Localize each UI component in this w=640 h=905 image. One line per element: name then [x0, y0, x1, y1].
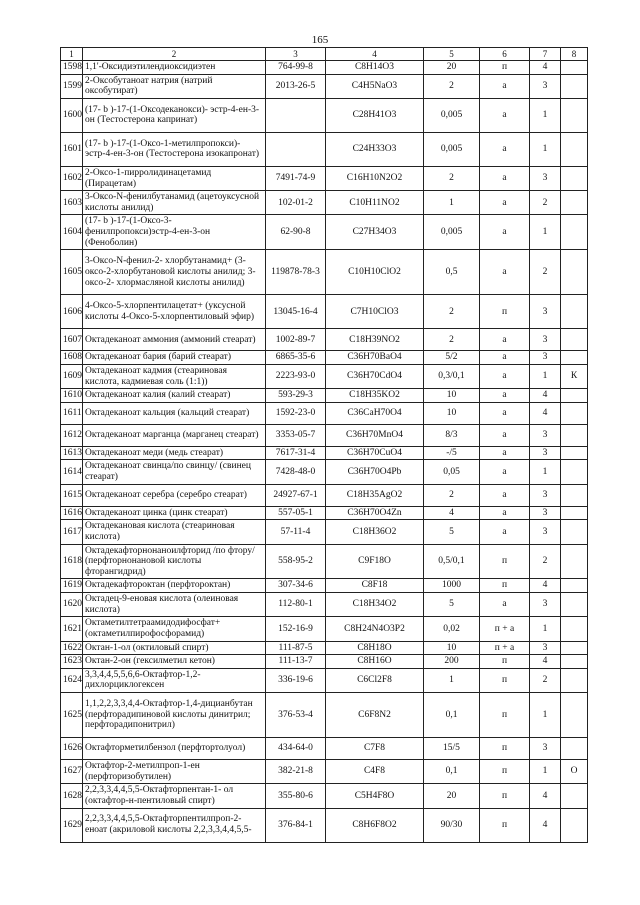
substance-name: Октадеканоат бария (барий стеарат): [83, 351, 266, 365]
aggregate-state: а: [480, 389, 530, 403]
substance-name: (17- b )-17-(1-Оксодеканокси)- эстр-4-ен-3-он (Тестостерона капринат): [83, 98, 266, 132]
hazard-class: 1: [530, 460, 561, 484]
chemical-formula: C10H11NO2: [326, 191, 424, 215]
column-header: 3: [266, 48, 326, 61]
table-row: [61, 166, 588, 190]
cas-number: [266, 132, 326, 166]
cas-number: 1592-23-0: [266, 402, 326, 424]
aggregate-state: а: [480, 215, 530, 250]
hazard-class: 4: [530, 808, 561, 842]
row-number: 1608: [61, 351, 83, 365]
table-row: [61, 641, 588, 655]
table-row: [61, 351, 588, 365]
hazard-class: 4: [530, 579, 561, 593]
aggregate-state: а: [480, 424, 530, 446]
hazard-class: 4: [530, 784, 561, 808]
cas-number: 764-99-8: [266, 61, 326, 75]
aggregate-state: п: [480, 808, 530, 842]
aggregate-state: п: [480, 668, 530, 692]
hazard-class: 4: [530, 61, 561, 75]
cas-number: [266, 98, 326, 132]
table-row: [61, 520, 588, 544]
hazard-class: 4: [530, 655, 561, 669]
limit-value: 0,3/0,1: [424, 364, 480, 388]
cas-number: 557-05-1: [266, 506, 326, 520]
hazard-class: 3: [530, 520, 561, 544]
table-row: [61, 250, 588, 295]
aggregate-state: а: [480, 460, 530, 484]
limit-value: 4: [424, 506, 480, 520]
table-row: [61, 295, 588, 329]
hazard-class: 1: [530, 98, 561, 132]
hazard-class: 3: [530, 484, 561, 506]
hazard-class: 2: [530, 668, 561, 692]
table-row: [61, 329, 588, 351]
limit-value: 2: [424, 295, 480, 329]
substance-name: 1,1,2,2,3,3,4,4-Октафтор-1,4-дицианбутан (перфторадипиновой кислоты динитрил; перфторадипонитрил): [83, 693, 266, 738]
special-note: [561, 593, 588, 617]
table-row: [61, 693, 588, 738]
aggregate-state: п: [480, 655, 530, 669]
table-row: [61, 617, 588, 641]
cas-number: 62-90-8: [266, 215, 326, 250]
row-number: 1601: [61, 132, 83, 166]
aggregate-state: а: [480, 593, 530, 617]
table-row: [61, 424, 588, 446]
cas-number: 24927-67-1: [266, 484, 326, 506]
special-note: [561, 166, 588, 190]
row-number: 1625: [61, 693, 83, 738]
cas-number: 382-21-8: [266, 760, 326, 784]
substance-name: (17- b )-17-(1-Оксо-3-фенилпропокси)эстр-4-ен-3-он (Феноболин): [83, 215, 266, 250]
column-header: 4: [326, 48, 424, 61]
substance-name: Октадекафтороктан (перфтороктан): [83, 579, 266, 593]
row-number: 1620: [61, 593, 83, 617]
chemical-formula: C9F18O: [326, 544, 424, 579]
substance-table: [60, 47, 588, 843]
chemical-formula: C36H70CuO4: [326, 446, 424, 460]
chemical-formula: C6F8N2: [326, 693, 424, 738]
aggregate-state: а: [480, 132, 530, 166]
aggregate-state: а: [480, 74, 530, 98]
substance-name: Октадеканоат калия (калий стеарат): [83, 389, 266, 403]
table-row: [61, 191, 588, 215]
row-number: 1623: [61, 655, 83, 669]
substance-name: Октадекафторнонаноилфторид /по фтору/ (перфторнонановой кислоты фторангидрид): [83, 544, 266, 579]
aggregate-state: п + а: [480, 617, 530, 641]
chemical-formula: C18H35AgO2: [326, 484, 424, 506]
row-number: 1603: [61, 191, 83, 215]
chemical-formula: C4H5NaO3: [326, 74, 424, 98]
chemical-formula: C8F18: [326, 579, 424, 593]
table-row: [61, 738, 588, 760]
aggregate-state: п: [480, 784, 530, 808]
limit-value: 10: [424, 402, 480, 424]
chemical-formula: C36H70MnO4: [326, 424, 424, 446]
row-number: 1602: [61, 166, 83, 190]
aggregate-state: п: [480, 295, 530, 329]
substance-name: 2-Оксо-1-пирролидинацетамид (Пирацетам): [83, 166, 266, 190]
substance-name: Октадеканоат цинка (цинк стеарат): [83, 506, 266, 520]
aggregate-state: п + а: [480, 641, 530, 655]
substance-name: Октадеканоат меди (медь стеарат): [83, 446, 266, 460]
table-row: [61, 808, 588, 842]
hazard-class: 3: [530, 329, 561, 351]
chemical-formula: C10H10ClO2: [326, 250, 424, 295]
column-header: 7: [530, 48, 561, 61]
aggregate-state: а: [480, 250, 530, 295]
limit-value: 20: [424, 784, 480, 808]
chemical-formula: C8H6F8O2: [326, 808, 424, 842]
row-number: 1605: [61, 250, 83, 295]
special-note: [561, 98, 588, 132]
special-note: [561, 520, 588, 544]
row-number: 1617: [61, 520, 83, 544]
special-note: [561, 351, 588, 365]
hazard-class: 1: [530, 760, 561, 784]
aggregate-state: а: [480, 446, 530, 460]
limit-value: 0,02: [424, 617, 480, 641]
cas-number: 119878-78-3: [266, 250, 326, 295]
limit-value: 15/5: [424, 738, 480, 760]
row-number: 1616: [61, 506, 83, 520]
special-note: [561, 424, 588, 446]
substance-name: Октадеканоат аммония (аммоний стеарат): [83, 329, 266, 351]
row-number: 1611: [61, 402, 83, 424]
cas-number: 376-84-1: [266, 808, 326, 842]
chemical-formula: C18H39NO2: [326, 329, 424, 351]
substance-name: 2,2,3,3,4,4,5,5-Октафторпентилпроп-2-еноат (акриловой кислоты 2,2,3,3,4,4,5,5-: [83, 808, 266, 842]
substance-name: Октадеканоат свинца/по свинцу/ (свинец стеарат): [83, 460, 266, 484]
limit-value: 1: [424, 668, 480, 692]
hazard-class: 3: [530, 166, 561, 190]
row-number: 1612: [61, 424, 83, 446]
chemical-formula: C36H70O4Pb: [326, 460, 424, 484]
limit-value: 5/2: [424, 351, 480, 365]
substance-name: 2,2,3,3,4,4,5,5-Октафторпентан-1- ол (октафтор-н-пентиловый спирт): [83, 784, 266, 808]
table-row: [61, 61, 588, 75]
hazard-class: 3: [530, 446, 561, 460]
table-row: [61, 364, 588, 388]
special-note: [561, 506, 588, 520]
hazard-class: 3: [530, 593, 561, 617]
hazard-class: 2: [530, 191, 561, 215]
aggregate-state: а: [480, 166, 530, 190]
limit-value: 1000: [424, 579, 480, 593]
special-note: [561, 132, 588, 166]
substance-name: Октадеканоат кадмия (стеариновая кислота, кадмиевая соль (1:1)): [83, 364, 266, 388]
chemical-formula: C36H70BaO4: [326, 351, 424, 365]
substance-name: Октадеканоат кальция (кальций стеарат): [83, 402, 266, 424]
limit-value: 20: [424, 61, 480, 75]
aggregate-state: а: [480, 329, 530, 351]
aggregate-state: а: [480, 402, 530, 424]
row-number: 1600: [61, 98, 83, 132]
substance-name: Октан-2-он (гексилметил кетон): [83, 655, 266, 669]
special-note: [561, 738, 588, 760]
cas-number: 7428-48-0: [266, 460, 326, 484]
special-note: [561, 668, 588, 692]
special-note: [561, 641, 588, 655]
chemical-formula: C5H4F8O: [326, 784, 424, 808]
cas-number: 102-01-2: [266, 191, 326, 215]
aggregate-state: а: [480, 364, 530, 388]
hazard-class: 4: [530, 402, 561, 424]
cas-number: 355-80-6: [266, 784, 326, 808]
aggregate-state: а: [480, 520, 530, 544]
hazard-class: 2: [530, 544, 561, 579]
column-header: 5: [424, 48, 480, 61]
table-row: [61, 593, 588, 617]
hazard-class: 3: [530, 506, 561, 520]
chemical-formula: C8H24N4O3P2: [326, 617, 424, 641]
aggregate-state: а: [480, 484, 530, 506]
hazard-class: 3: [530, 295, 561, 329]
cas-number: 111-13-7: [266, 655, 326, 669]
special-note: О: [561, 760, 588, 784]
hazard-class: 1: [530, 215, 561, 250]
limit-value: 8/3: [424, 424, 480, 446]
row-number: 1606: [61, 295, 83, 329]
table-row: [61, 389, 588, 403]
hazard-class: 2: [530, 250, 561, 295]
special-note: [561, 389, 588, 403]
cas-number: 2013-26-5: [266, 74, 326, 98]
table-row: [61, 446, 588, 460]
special-note: [561, 460, 588, 484]
chemical-formula: C7F8: [326, 738, 424, 760]
chemical-formula: C18H36O2: [326, 520, 424, 544]
limit-value: 5: [424, 593, 480, 617]
table-row: [61, 784, 588, 808]
substance-name: 2-Оксобутаноат натрия (натрий оксобутират): [83, 74, 266, 98]
row-number: 1607: [61, 329, 83, 351]
limit-value: 5: [424, 520, 480, 544]
limit-value: 0,005: [424, 215, 480, 250]
limit-value: 0,05: [424, 460, 480, 484]
cas-number: 593-29-3: [266, 389, 326, 403]
substance-name: Октафторметилбензол (перфтортолуол): [83, 738, 266, 760]
special-note: [561, 250, 588, 295]
hazard-class: 3: [530, 351, 561, 365]
row-number: 1622: [61, 641, 83, 655]
limit-value: -/5: [424, 446, 480, 460]
limit-value: 2: [424, 166, 480, 190]
page-number: 165: [311, 34, 329, 46]
chemical-formula: C18H35KO2: [326, 389, 424, 403]
limit-value: 0,1: [424, 693, 480, 738]
substance-name: Октадеканоат серебра (серебро стеарат): [83, 484, 266, 506]
limit-value: 10: [424, 389, 480, 403]
cas-number: 111-87-5: [266, 641, 326, 655]
table-row: [61, 655, 588, 669]
cas-number: 7491-74-9: [266, 166, 326, 190]
cas-number: 434-64-0: [266, 738, 326, 760]
limit-value: 0,1: [424, 760, 480, 784]
cas-number: 6865-35-6: [266, 351, 326, 365]
row-number: 1627: [61, 760, 83, 784]
limit-value: 10: [424, 641, 480, 655]
substance-name: Октадец-9-еновая кислота (олеиновая кислота): [83, 593, 266, 617]
chemical-formula: C36H70O4Zn: [326, 506, 424, 520]
column-header: 2: [83, 48, 266, 61]
substance-name: 1,1'-Оксидиэтилендиоксидиэтен: [83, 61, 266, 75]
hazard-class: 1: [530, 693, 561, 738]
substance-name: Октадеканоат марганца (марганец стеарат): [83, 424, 266, 446]
special-note: [561, 74, 588, 98]
special-note: [561, 61, 588, 75]
hazard-class: 1: [530, 132, 561, 166]
column-header-row: [61, 48, 588, 61]
limit-value: 0,5/0,1: [424, 544, 480, 579]
row-number: 1618: [61, 544, 83, 579]
cas-number: 376-53-4: [266, 693, 326, 738]
substance-name: (17- b )-17-(1-Оксо-1-метилпропокси)-эстр-4-ен-3-он (Тестостерона изокапронат): [83, 132, 266, 166]
aggregate-state: п: [480, 760, 530, 784]
row-number: 1599: [61, 74, 83, 98]
table-row: [61, 132, 588, 166]
cas-number: 307-34-6: [266, 579, 326, 593]
column-header: 8: [561, 48, 588, 61]
chemical-formula: C6Cl2F8: [326, 668, 424, 692]
hazard-class: 4: [530, 389, 561, 403]
chemical-formula: C8H16O: [326, 655, 424, 669]
row-number: 1626: [61, 738, 83, 760]
limit-value: 0,5: [424, 250, 480, 295]
row-number: 1628: [61, 784, 83, 808]
chemical-formula: C36H70CdO4: [326, 364, 424, 388]
table-row: [61, 98, 588, 132]
hazard-class: 3: [530, 74, 561, 98]
special-note: [561, 579, 588, 593]
limit-value: 1: [424, 191, 480, 215]
limit-value: 2: [424, 329, 480, 351]
chemical-formula: C16H10N2O2: [326, 166, 424, 190]
table-row: [61, 579, 588, 593]
cas-number: 2223-93-0: [266, 364, 326, 388]
chemical-formula: C4F8: [326, 760, 424, 784]
substance-name: Октан-1-ол (октиловый спирт): [83, 641, 266, 655]
chemical-formula: C27H34O3: [326, 215, 424, 250]
hazard-class: 1: [530, 617, 561, 641]
row-number: 1613: [61, 446, 83, 460]
table-row: [61, 484, 588, 506]
row-number: 1604: [61, 215, 83, 250]
special-note: [561, 784, 588, 808]
special-note: [561, 329, 588, 351]
special-note: [561, 295, 588, 329]
special-note: [561, 484, 588, 506]
column-header: 1: [61, 48, 83, 61]
chemical-formula: C18H34O2: [326, 593, 424, 617]
substance-name: Октадекановая кислота (стеариновая кислота): [83, 520, 266, 544]
substance-name: 3,3,4,4,5,5,6,6-Октафтор-1,2-дихлорциклогексен: [83, 668, 266, 692]
hazard-class: 3: [530, 424, 561, 446]
chemical-formula: C24H33O3: [326, 132, 424, 166]
table-row: [61, 544, 588, 579]
cas-number: 336-19-6: [266, 668, 326, 692]
cas-number: 13045-16-4: [266, 295, 326, 329]
table-row: [61, 668, 588, 692]
row-number: 1614: [61, 460, 83, 484]
hazard-class: 3: [530, 641, 561, 655]
substance-name: 3-Оксо-N-фенил-2- хлорбутанамид+ (3-оксо-2-хлорбутановой кислоты анилид; 3-оксо-2- хлормасляной кислоты анилид): [83, 250, 266, 295]
cas-number: 57-11-4: [266, 520, 326, 544]
substance-name: 3-Оксо-N-фенилбутанамид (ацетоуксусной кислоты анилид): [83, 191, 266, 215]
special-note: [561, 215, 588, 250]
column-header: 6: [480, 48, 530, 61]
limit-value: 200: [424, 655, 480, 669]
cas-number: 7617-31-4: [266, 446, 326, 460]
special-note: [561, 191, 588, 215]
row-number: 1615: [61, 484, 83, 506]
special-note: [561, 617, 588, 641]
substance-name: 4-Оксо-5-хлорпентилацетат+ (уксусной кислоты 4-Оксо-5-хлорпентиловый эфир): [83, 295, 266, 329]
hazard-class: 1: [530, 364, 561, 388]
chemical-formula: C36CaH70O4: [326, 402, 424, 424]
row-number: 1629: [61, 808, 83, 842]
table-row: [61, 402, 588, 424]
table-row: [61, 506, 588, 520]
special-note: [561, 544, 588, 579]
limit-value: 0,005: [424, 132, 480, 166]
special-note: [561, 446, 588, 460]
special-note: [561, 693, 588, 738]
cas-number: 1002-89-7: [266, 329, 326, 351]
aggregate-state: п: [480, 738, 530, 760]
row-number: 1619: [61, 579, 83, 593]
chemical-formula: C7H10ClO3: [326, 295, 424, 329]
cas-number: 152-16-9: [266, 617, 326, 641]
limit-value: 0,005: [424, 98, 480, 132]
table-row: [61, 74, 588, 98]
limit-value: 90/30: [424, 808, 480, 842]
limit-value: 2: [424, 74, 480, 98]
special-note: [561, 402, 588, 424]
table-row: [61, 215, 588, 250]
aggregate-state: а: [480, 506, 530, 520]
special-note: [561, 655, 588, 669]
aggregate-state: а: [480, 98, 530, 132]
table-row: [61, 760, 588, 784]
row-number: 1621: [61, 617, 83, 641]
limit-value: 2: [424, 484, 480, 506]
aggregate-state: п: [480, 579, 530, 593]
aggregate-state: а: [480, 351, 530, 365]
row-number: 1624: [61, 668, 83, 692]
special-note: К: [561, 364, 588, 388]
cas-number: 558-95-2: [266, 544, 326, 579]
chemical-formula: C28H41O3: [326, 98, 424, 132]
row-number: 1610: [61, 389, 83, 403]
row-number: 1609: [61, 364, 83, 388]
special-note: [561, 808, 588, 842]
aggregate-state: п: [480, 544, 530, 579]
aggregate-state: п: [480, 693, 530, 738]
substance-name: Октафтор-2-метилпроп-1-ен (перфторизобутилен): [83, 760, 266, 784]
substance-name: Октаметилтетраамидодифосфат+ (октаметилпирофосфорамид): [83, 617, 266, 641]
chemical-formula: C8H14O3: [326, 61, 424, 75]
aggregate-state: а: [480, 191, 530, 215]
aggregate-state: п: [480, 61, 530, 75]
cas-number: 3353-05-7: [266, 424, 326, 446]
cas-number: 112-80-1: [266, 593, 326, 617]
row-number: 1598: [61, 61, 83, 75]
chemical-formula: C8H18O: [326, 641, 424, 655]
table-row: [61, 460, 588, 484]
hazard-class: 3: [530, 738, 561, 760]
